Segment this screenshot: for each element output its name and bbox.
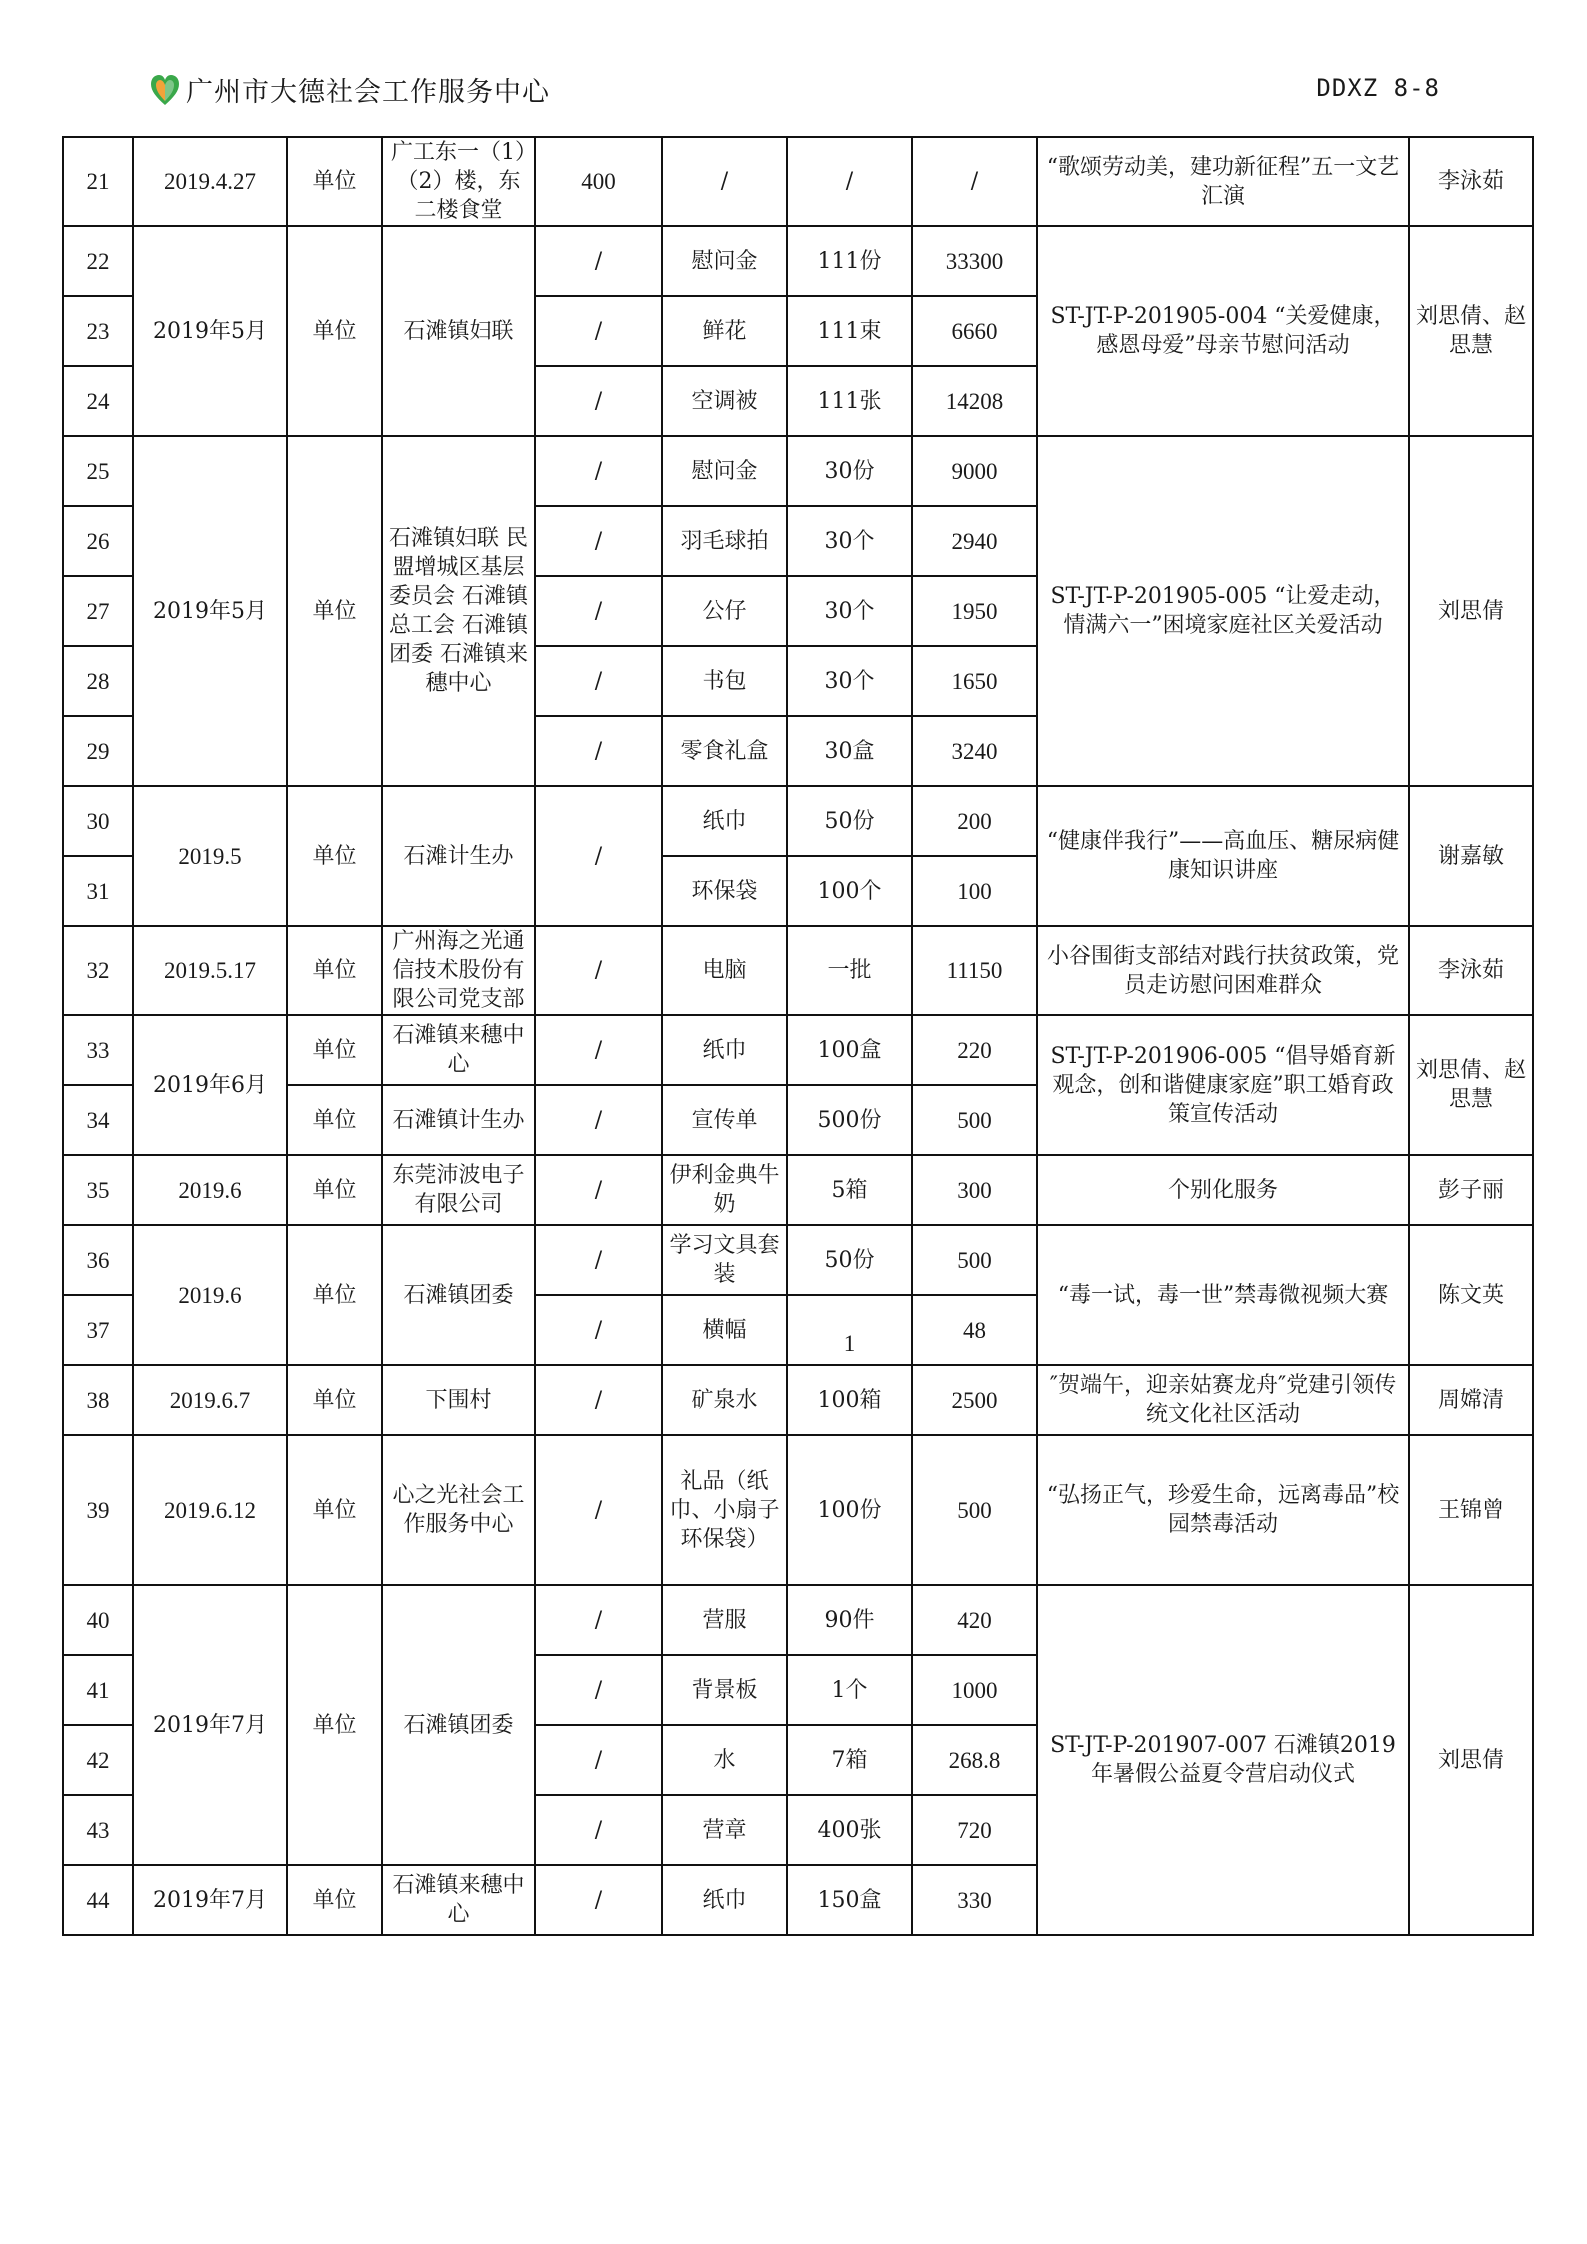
donor-cell: 石滩镇计生办 xyxy=(382,1085,535,1155)
item-cell: 慰问金 xyxy=(662,436,787,506)
cash-cell: / xyxy=(535,716,662,786)
value-cell: 11150 xyxy=(912,926,1037,1015)
quantity-cell: 30盒 xyxy=(787,716,912,786)
quantity-cell: 30个 xyxy=(787,506,912,576)
quantity-cell: 30个 xyxy=(787,646,912,716)
row-number: 44 xyxy=(63,1865,133,1935)
row-number: 31 xyxy=(63,856,133,926)
value-cell: 100 xyxy=(912,856,1037,926)
date-cell: 2019.6.7 xyxy=(133,1365,287,1435)
handler-cell: 李泳茹 xyxy=(1409,926,1533,1015)
value-cell: 720 xyxy=(912,1795,1037,1865)
item-cell: 慰问金 xyxy=(662,226,787,296)
purpose-cell: “健康伴我行”——高血压、糖尿病健康知识讲座 xyxy=(1037,786,1409,926)
row-number: 25 xyxy=(63,436,133,506)
purpose-cell: ST-JT-P-201906-005 “倡导婚育新观念，创和谐健康家庭”职工婚育政策宣传活动 xyxy=(1037,1015,1409,1155)
value-cell: 1650 xyxy=(912,646,1037,716)
row-number: 26 xyxy=(63,506,133,576)
handler-cell: 陈文英 xyxy=(1409,1225,1533,1365)
donor-cell: 广工东一（1）（2）楼，东二楼食堂 xyxy=(382,137,535,226)
item-cell: 营章 xyxy=(662,1795,787,1865)
donor-type-cell: 单位 xyxy=(287,1225,382,1365)
row-number: 40 xyxy=(63,1585,133,1655)
donor-type-cell: 单位 xyxy=(287,436,382,786)
handler-cell: 王锦曾 xyxy=(1409,1435,1533,1585)
donor-type-cell: 单位 xyxy=(287,1585,382,1865)
table-row xyxy=(63,1015,1533,1085)
cash-cell: / xyxy=(535,926,662,1015)
quantity-cell: 100盒 xyxy=(787,1015,912,1085)
table-row xyxy=(63,1155,1533,1225)
cash-cell: / xyxy=(535,506,662,576)
item-cell: 伊利金典牛奶 xyxy=(662,1155,787,1225)
quantity-cell: 5箱 xyxy=(787,1155,912,1225)
handler-cell: 谢嘉敏 xyxy=(1409,786,1533,926)
cash-cell: / xyxy=(535,1865,662,1935)
cash-cell: / xyxy=(535,1655,662,1725)
quantity-cell: 30份 xyxy=(787,436,912,506)
quantity-cell: 100个 xyxy=(787,856,912,926)
donor-cell: 石滩镇来穗中心 xyxy=(382,1015,535,1085)
value-cell: 6660 xyxy=(912,296,1037,366)
item-cell: / xyxy=(662,137,787,226)
handler-cell: 刘思倩 xyxy=(1409,1585,1533,1935)
row-number: 42 xyxy=(63,1725,133,1795)
donor-cell: 心之光社会工作服务中心 xyxy=(382,1435,535,1585)
item-cell: 矿泉水 xyxy=(662,1365,787,1435)
value-cell: 500 xyxy=(912,1435,1037,1585)
donor-cell: 下围村 xyxy=(382,1365,535,1435)
cash-cell: / xyxy=(535,226,662,296)
cash-cell: / xyxy=(535,1435,662,1585)
cash-cell: / xyxy=(535,1295,662,1365)
cash-cell: / xyxy=(535,366,662,436)
row-number: 22 xyxy=(63,226,133,296)
quantity-cell: 100份 xyxy=(787,1435,912,1585)
quantity-cell: 500份 xyxy=(787,1085,912,1155)
date-cell: 2019年5月 xyxy=(133,226,287,436)
cash-cell: / xyxy=(535,1225,662,1295)
row-number: 41 xyxy=(63,1655,133,1725)
purpose-cell: ST-JT-P-201905-005 “让爱走动，情满六一”困境家庭社区关爱活动 xyxy=(1037,436,1409,786)
quantity-cell: 111张 xyxy=(787,366,912,436)
value-cell: 2500 xyxy=(912,1365,1037,1435)
value-cell: 48 xyxy=(912,1295,1037,1365)
cash-cell: / xyxy=(535,1725,662,1795)
donor-cell: 石滩镇团委 xyxy=(382,1585,535,1865)
donor-type-cell: 单位 xyxy=(287,1155,382,1225)
value-cell: 1950 xyxy=(912,576,1037,646)
value-cell: 500 xyxy=(912,1225,1037,1295)
item-cell: 零食礼盒 xyxy=(662,716,787,786)
cash-cell: / xyxy=(535,1365,662,1435)
table-row xyxy=(63,1225,1533,1295)
cash-cell: 400 xyxy=(535,137,662,226)
value-cell: 420 xyxy=(912,1585,1037,1655)
quantity-cell: 一批 xyxy=(787,926,912,1015)
item-cell: 环保袋 xyxy=(662,856,787,926)
row-number: 35 xyxy=(63,1155,133,1225)
date-cell: 2019.4.27 xyxy=(133,137,287,226)
donor-type-cell: 单位 xyxy=(287,1865,382,1935)
donation-ledger-table xyxy=(62,136,1534,1936)
item-cell: 纸巾 xyxy=(662,1865,787,1935)
row-number: 39 xyxy=(63,1435,133,1585)
purpose-cell: “弘扬正气，珍爱生命，远离毒品”校园禁毒活动 xyxy=(1037,1435,1409,1585)
heart-leaf-logo-icon xyxy=(150,73,180,107)
date-cell: 2019年5月 xyxy=(133,436,287,786)
purpose-cell: ST-JT-P-201907-007 石滩镇2019年暑假公益夏令营启动仪式 xyxy=(1037,1585,1409,1935)
value-cell: 33300 xyxy=(912,226,1037,296)
value-cell: 200 xyxy=(912,786,1037,856)
row-number: 37 xyxy=(63,1295,133,1365)
item-cell: 电脑 xyxy=(662,926,787,1015)
date-cell: 2019.6.12 xyxy=(133,1435,287,1585)
value-cell: 1000 xyxy=(912,1655,1037,1725)
quantity-cell: 1 xyxy=(787,1295,912,1365)
row-number: 28 xyxy=(63,646,133,716)
row-number: 21 xyxy=(63,137,133,226)
item-cell: 学习文具套装 xyxy=(662,1225,787,1295)
quantity-cell: 400张 xyxy=(787,1795,912,1865)
date-cell: 2019.6 xyxy=(133,1155,287,1225)
item-cell: 空调被 xyxy=(662,366,787,436)
quantity-cell: 90件 xyxy=(787,1585,912,1655)
value-cell: 268.8 xyxy=(912,1725,1037,1795)
page-header xyxy=(150,70,1440,114)
table-row xyxy=(63,226,1533,296)
cash-cell: / xyxy=(535,1085,662,1155)
quantity-cell: 111束 xyxy=(787,296,912,366)
donor-type-cell: 单位 xyxy=(287,137,382,226)
donor-cell: 石滩镇团委 xyxy=(382,1225,535,1365)
item-cell: 横幅 xyxy=(662,1295,787,1365)
table-row xyxy=(63,137,1533,226)
purpose-cell: 个别化服务 xyxy=(1037,1155,1409,1225)
quantity-cell: 111份 xyxy=(787,226,912,296)
item-cell: 纸巾 xyxy=(662,1015,787,1085)
item-cell: 宣传单 xyxy=(662,1085,787,1155)
date-cell: 2019.5 xyxy=(133,786,287,926)
handler-cell: 刘思倩 xyxy=(1409,436,1533,786)
cash-cell: / xyxy=(535,646,662,716)
org-name: 广州市大德社会工作服务中心 xyxy=(186,77,550,108)
row-number: 24 xyxy=(63,366,133,436)
quantity-cell: 150盒 xyxy=(787,1865,912,1935)
value-cell: 9000 xyxy=(912,436,1037,506)
date-cell: 2019年7月 xyxy=(133,1585,287,1865)
handler-cell: 李泳茹 xyxy=(1409,137,1533,226)
value-cell: 2940 xyxy=(912,506,1037,576)
donor-cell: 石滩镇妇联 民盟增城区基层委员会 石滩镇总工会 石滩镇团委 石滩镇来穗中心 xyxy=(382,436,535,786)
purpose-cell: “毒一试，毒一世”禁毒微视频大赛 xyxy=(1037,1225,1409,1365)
item-cell: 背景板 xyxy=(662,1655,787,1725)
donor-type-cell: 单位 xyxy=(287,1435,382,1585)
item-cell: 营服 xyxy=(662,1585,787,1655)
item-cell: 羽毛球拍 xyxy=(662,506,787,576)
row-number: 43 xyxy=(63,1795,133,1865)
donor-cell: 石滩镇来穗中心 xyxy=(382,1865,535,1935)
row-number: 23 xyxy=(63,296,133,366)
cash-cell: / xyxy=(535,436,662,506)
purpose-cell: 小谷围街支部结对践行扶贫政策，党员走访慰问困难群众 xyxy=(1037,926,1409,1015)
donor-cell: 石滩镇妇联 xyxy=(382,226,535,436)
donor-type-cell: 单位 xyxy=(287,1085,382,1155)
item-cell: 礼品（纸巾、小扇子环保袋） xyxy=(662,1435,787,1585)
table-row xyxy=(63,926,1533,1015)
item-cell: 公仔 xyxy=(662,576,787,646)
row-number: 33 xyxy=(63,1015,133,1085)
date-cell: 2019年7月 xyxy=(133,1865,287,1935)
row-number: 36 xyxy=(63,1225,133,1295)
quantity-cell: 50份 xyxy=(787,786,912,856)
value-cell: 500 xyxy=(912,1085,1037,1155)
cash-cell: / xyxy=(535,296,662,366)
cash-cell: / xyxy=(535,1795,662,1865)
row-number: 38 xyxy=(63,1365,133,1435)
row-number: 27 xyxy=(63,576,133,646)
quantity-cell: 50份 xyxy=(787,1225,912,1295)
item-cell: 纸巾 xyxy=(662,786,787,856)
row-number: 29 xyxy=(63,716,133,786)
cash-cell: / xyxy=(535,1155,662,1225)
purpose-cell: ST-JT-P-201905-004 “关爱健康，感恩母爱”母亲节慰问活动 xyxy=(1037,226,1409,436)
table-row xyxy=(63,436,1533,506)
donor-type-cell: 单位 xyxy=(287,226,382,436)
value-cell: 300 xyxy=(912,1155,1037,1225)
purpose-cell: ″贺端午，迎亲姑赛龙舟″党建引领传统文化社区活动 xyxy=(1037,1365,1409,1435)
item-cell: 鲜花 xyxy=(662,296,787,366)
row-number: 34 xyxy=(63,1085,133,1155)
quantity-cell: 30个 xyxy=(787,576,912,646)
donor-type-cell: 单位 xyxy=(287,926,382,1015)
table-row xyxy=(63,786,1533,856)
quantity-cell: 1个 xyxy=(787,1655,912,1725)
item-cell: 水 xyxy=(662,1725,787,1795)
date-cell: 2019.6 xyxy=(133,1225,287,1365)
value-cell: / xyxy=(912,137,1037,226)
donor-type-cell: 单位 xyxy=(287,1365,382,1435)
date-cell: 2019年6月 xyxy=(133,1015,287,1155)
value-cell: 220 xyxy=(912,1015,1037,1085)
donor-cell: 广州海之光通信技术股份有限公司党支部 xyxy=(382,926,535,1015)
cash-cell: / xyxy=(535,1585,662,1655)
purpose-cell: “歌颂劳动美，建功新征程”五一文艺汇演 xyxy=(1037,137,1409,226)
handler-cell: 刘思倩、赵思慧 xyxy=(1409,226,1533,436)
cash-cell: / xyxy=(535,576,662,646)
table-row xyxy=(63,1365,1533,1435)
handler-cell: 周嫦清 xyxy=(1409,1365,1533,1435)
table-row xyxy=(63,1585,1533,1655)
document-code: DDXZ 8-8 xyxy=(1316,74,1440,102)
organization xyxy=(150,70,550,109)
value-cell: 3240 xyxy=(912,716,1037,786)
item-cell: 书包 xyxy=(662,646,787,716)
row-number: 30 xyxy=(63,786,133,856)
cash-cell: / xyxy=(535,1015,662,1085)
quantity-cell: / xyxy=(787,137,912,226)
donor-type-cell: 单位 xyxy=(287,1015,382,1085)
cash-cell: / xyxy=(535,786,662,926)
row-number: 32 xyxy=(63,926,133,1015)
table-row xyxy=(63,1435,1533,1585)
handler-cell: 刘思倩、赵思慧 xyxy=(1409,1015,1533,1155)
donor-cell: 东莞沛波电子有限公司 xyxy=(382,1155,535,1225)
handler-cell: 彭子丽 xyxy=(1409,1155,1533,1225)
donor-type-cell: 单位 xyxy=(287,786,382,926)
value-cell: 14208 xyxy=(912,366,1037,436)
donor-cell: 石滩计生办 xyxy=(382,786,535,926)
quantity-cell: 7箱 xyxy=(787,1725,912,1795)
quantity-cell: 100箱 xyxy=(787,1365,912,1435)
value-cell: 330 xyxy=(912,1865,1037,1935)
date-cell: 2019.5.17 xyxy=(133,926,287,1015)
